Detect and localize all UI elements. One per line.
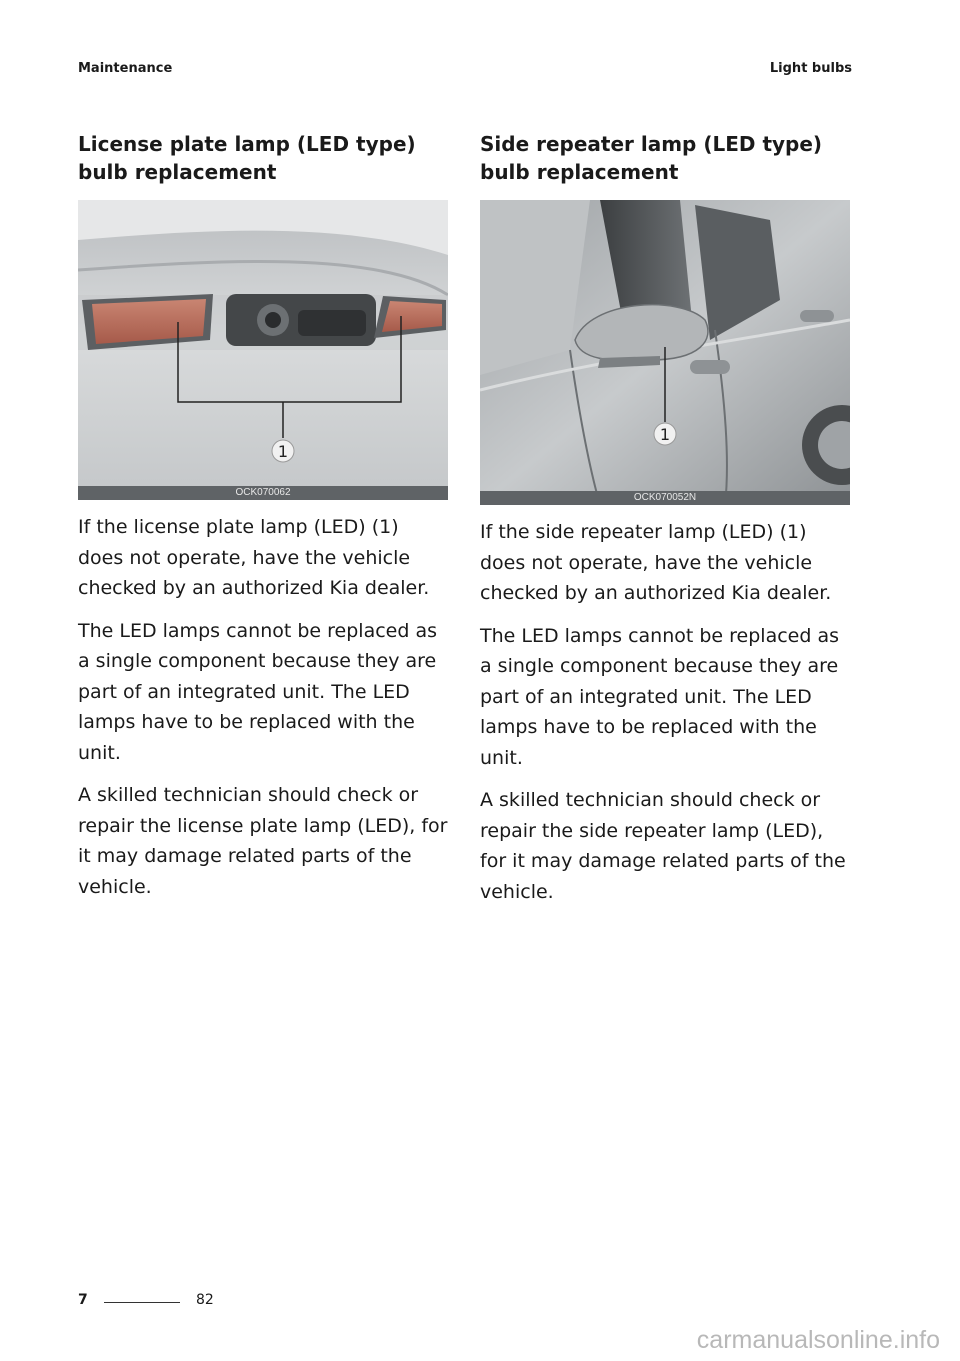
paragraph: A skilled technician should check or repair the license plate lamp (LED), for it may damage related parts of the vehicle. (78, 784, 448, 898)
license-plate-lamp-figure (78, 200, 448, 500)
figure-code: OCK070062 (78, 486, 448, 500)
paragraph: If the side repeater lamp (LED) (1) does not operate, have the vehicle checked by an authorized Kia dealer. (480, 521, 832, 604)
callout-number: 1 (277, 442, 289, 461)
side-repeater-lamp-illustration (480, 200, 850, 505)
page-footer (78, 1292, 214, 1308)
left-column (78, 130, 448, 902)
footer-divider (104, 1302, 180, 1303)
paragraph: If the license plate lamp (LED) (1) does not operate, have the vehicle checked by an authorized Kia dealer. (78, 516, 430, 599)
running-header-section: Maintenance (78, 61, 173, 76)
section-title: License plate lamp (LED type) bulb replacement (78, 132, 416, 184)
section-title: Side repeater lamp (LED type) bulb replacement (480, 132, 823, 184)
page-number: 82 (196, 1292, 214, 1308)
chapter-number: 7 (78, 1292, 88, 1308)
paragraph: The LED lamps cannot be replaced as a single component because they are part of an integrated unit. The LED lamps have to be replaced with the unit. (78, 619, 437, 764)
right-column (480, 130, 850, 907)
license-plate-lamp-illustration (78, 200, 448, 500)
running-header-topic: Light bulbs (769, 61, 852, 76)
paragraph: The LED lamps cannot be replaced as a single component because they are part of an integrated unit. The LED lamps have to be replaced with the unit. (480, 624, 839, 769)
figure-code: OCK070052N (480, 491, 850, 505)
callout-number: 1 (659, 425, 671, 444)
paragraph: A skilled technician should check or repair the side repeater lamp (LED), for it may damage related parts of the vehicle. (480, 789, 846, 903)
side-repeater-lamp-figure (480, 200, 850, 505)
watermark: carmanualsonline.info (696, 1326, 940, 1354)
